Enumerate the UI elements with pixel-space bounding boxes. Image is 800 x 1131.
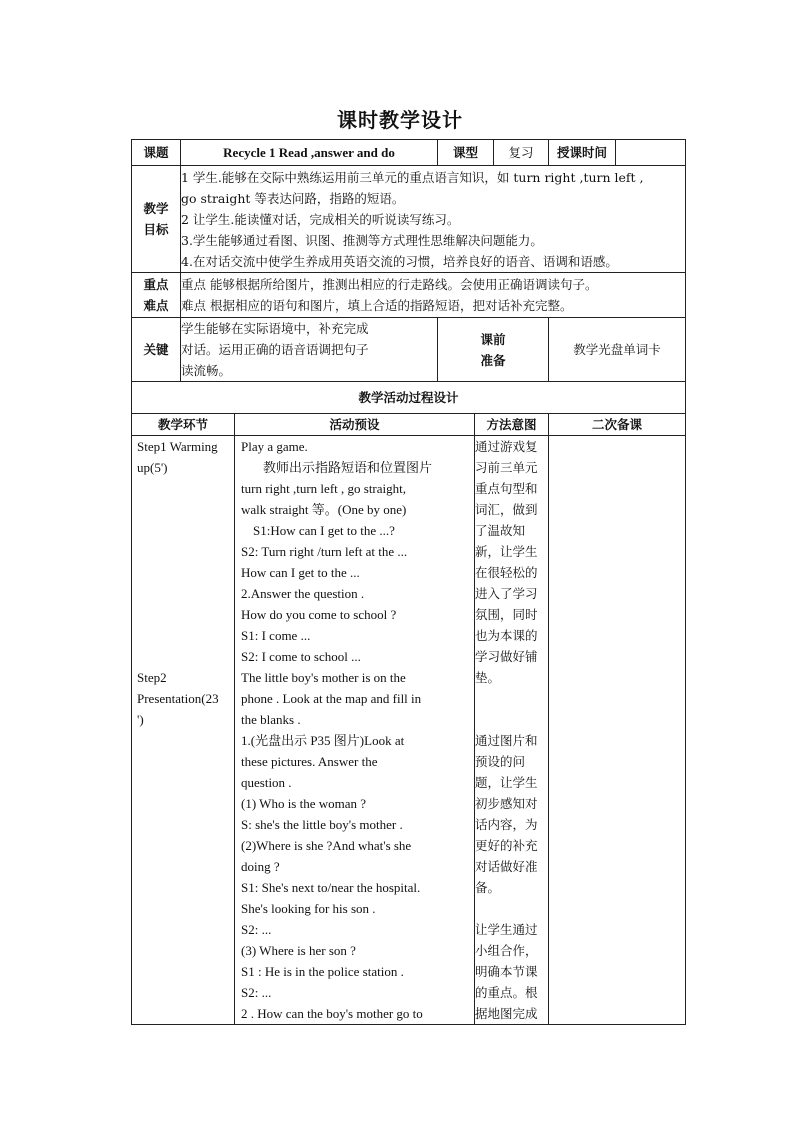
process-header-row	[132, 414, 686, 436]
process-section-title: 教学活动过程设计	[132, 382, 686, 414]
page-title: 课时教学设计	[337, 108, 463, 132]
activity-line: S2: I come to school ...	[241, 649, 361, 664]
key-points-label-line2: 难点	[143, 298, 169, 313]
activity-line: S1: She's next to/near the hospital.	[241, 880, 421, 895]
col-header-activity: 活动预设	[235, 414, 475, 436]
step1-line2: up(5')	[137, 460, 168, 475]
step-column	[132, 436, 235, 1025]
header-row	[132, 140, 686, 166]
topic-label: 课题	[132, 140, 181, 166]
method-line: 初步感知对	[475, 796, 538, 811]
activity-line: these pictures. Answer the	[241, 754, 378, 769]
method-line: 明确本节课	[475, 964, 538, 979]
method-line: 的重点。根	[475, 985, 538, 1000]
method-line: 氛围，同时	[475, 607, 538, 622]
prep-value: 教学光盘单词卡	[549, 318, 686, 382]
time-value	[616, 140, 686, 166]
activity-line: S1:How can I get to the ...?	[253, 523, 395, 538]
method-line: 据地图完成	[475, 1006, 538, 1021]
activity-line: Play a game.	[241, 439, 308, 454]
objective-line: 2 让学生.能读懂对话，完成相关的听说读写练习。	[181, 212, 460, 227]
prep-label-line1: 课前	[480, 331, 506, 347]
activity-line: 教师出示指路短语和位置图片	[263, 460, 433, 475]
activity-line: How do you come to school ?	[241, 607, 397, 622]
objective-line: go straight 等表达问路，指路的短语。	[181, 191, 405, 206]
key-point-line: 重点 能够根据所给图片，推测出相应的行走路线。会使用正确语调读句子。	[181, 277, 598, 292]
activity-line: phone . Look at the map and fill in	[241, 691, 422, 706]
activity-line: She's looking for his son .	[241, 901, 376, 916]
type-label: 课型	[438, 140, 494, 166]
key-content	[181, 318, 438, 382]
key-row	[132, 318, 686, 382]
method-line: 了温故知	[475, 523, 526, 538]
method-line: 小组合作，	[475, 943, 538, 958]
activity-line: 2 . How can the boy's mother go to	[241, 1006, 423, 1021]
type-value: 复习	[494, 140, 549, 166]
activity-line: S: she's the little boy's mother .	[241, 817, 403, 832]
method-line: 学习做好铺	[475, 649, 538, 664]
step1-line1: Step1 Warming	[137, 439, 218, 454]
key-content-line: 读流畅。	[181, 363, 232, 378]
method-line: 通过图片和	[475, 733, 538, 748]
step2-line2: Presentation(23	[137, 691, 219, 706]
method-line: 新，让学生	[475, 544, 538, 559]
activity-line: How can I get to the ...	[241, 565, 360, 580]
step2-line3: ')	[137, 712, 144, 727]
prep-label-line2: 准备	[480, 352, 506, 368]
method-line: 垫。	[475, 670, 501, 685]
method-line: 备。	[475, 880, 501, 895]
activity-line: S2: Turn right /turn left at the ...	[241, 544, 408, 559]
method-line: 题，让学生	[475, 775, 538, 790]
objectives-label	[132, 166, 181, 273]
activity-line: S2: ...	[241, 985, 272, 1000]
activity-line: the blanks .	[241, 712, 301, 727]
method-line: 进入了学习	[475, 586, 538, 601]
activity-line: (1) Who is the woman ?	[241, 796, 367, 811]
method-line: 通过游戏复	[475, 439, 538, 454]
col-header-step: 教学环节	[132, 414, 235, 436]
activity-line: doing ?	[241, 859, 280, 874]
objective-line: 3.学生能够通过看图、识图、推测等方式理性思维解决问题能力。	[181, 233, 543, 248]
method-line: 重点句型和	[475, 481, 538, 496]
method-line: 也为本课的	[475, 628, 538, 643]
objectives-content	[181, 166, 686, 273]
activity-line: S1 : He is in the police station .	[241, 964, 404, 979]
activity-line: S1: I come ...	[241, 628, 311, 643]
process-body-row	[132, 436, 686, 1025]
key-content-line: 对话。运用正确的语音语调把句子	[181, 342, 369, 357]
objectives-row	[132, 166, 686, 273]
key-content-line: 学生能够在实际语境中，补充完成	[181, 321, 369, 336]
objectives-label-line1: 教学	[143, 201, 169, 216]
col-header-second-prep: 二次备课	[549, 414, 686, 436]
activity-line: 2.Answer the question .	[241, 586, 365, 601]
key-points-label	[132, 273, 181, 318]
activity-line: (3) Where is her son ?	[241, 943, 356, 958]
method-line: 预设的问	[475, 754, 526, 769]
second-prep-column	[549, 436, 686, 1025]
activity-line: S2: ...	[241, 922, 272, 937]
key-points-content	[181, 273, 686, 318]
activity-line: (2)Where is she ?And what's she	[241, 838, 412, 853]
method-line: 对话做好准	[475, 859, 538, 874]
activity-line: walk straight 等。(One by one)	[241, 502, 407, 517]
objective-line: 1 学生.能够在交际中熟练运用前三单元的重点语言知识，如 turn right ,turn left ,	[181, 170, 644, 185]
activity-line: question .	[241, 775, 292, 790]
key-point-line: 难点 根据相应的语句和图片，填上合适的指路短语，把对话补充完整。	[181, 298, 573, 313]
time-label: 授课时间	[549, 140, 616, 166]
step2-line1: Step2	[137, 670, 167, 685]
key-points-row	[132, 273, 686, 318]
method-line: 更好的补充	[475, 838, 538, 853]
activity-line: The little boy's mother is on the	[241, 670, 406, 685]
key-points-label-line1: 重点	[143, 277, 169, 292]
objective-line: 4.在对话交流中使学生养成用英语交流的习惯，培养良好的语音、语调和语感。	[181, 254, 618, 269]
activity-line: 1.(光盘出示 P35 图片)Look at	[241, 733, 405, 748]
key-label: 关键	[132, 318, 181, 382]
activity-column	[235, 436, 475, 1025]
process-title-row	[132, 382, 686, 414]
method-line: 词汇，做到	[475, 502, 538, 517]
col-header-method: 方法意图	[475, 414, 549, 436]
method-line: 习前三单元	[475, 460, 538, 475]
method-line: 在很轻松的	[475, 565, 538, 580]
objectives-label-line2: 目标	[143, 222, 169, 237]
topic-value: Recycle 1 Read ,answer and do	[181, 140, 438, 166]
method-line: 话内容，为	[475, 817, 538, 832]
method-line: 让学生通过	[475, 922, 538, 937]
prep-label	[438, 318, 549, 382]
lesson-plan-table	[131, 139, 686, 1025]
method-column	[475, 436, 549, 1025]
activity-line: turn right ,turn left , go straight,	[241, 481, 407, 496]
